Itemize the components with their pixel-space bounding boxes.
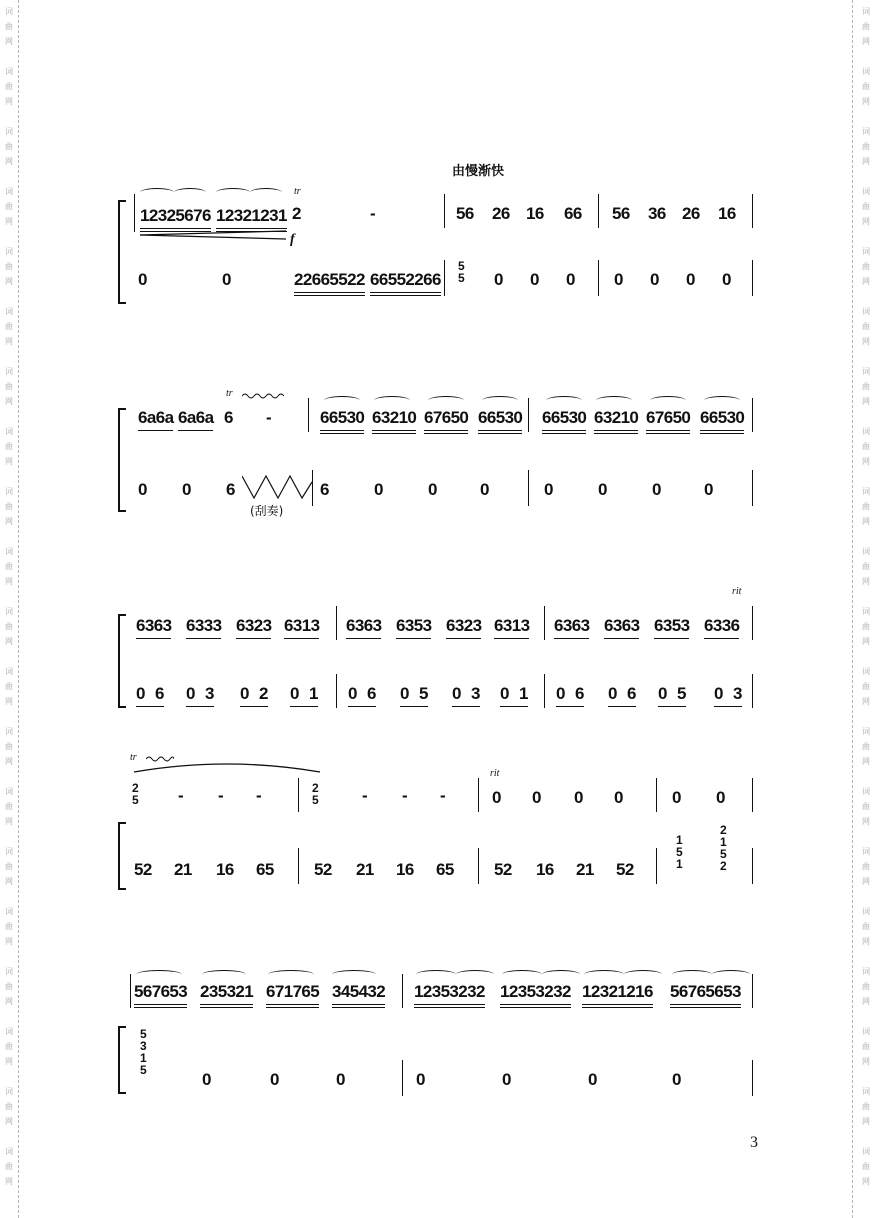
- slur: [416, 970, 456, 979]
- rest: 0: [672, 788, 681, 807]
- system-2: [118, 388, 758, 518]
- barline: [336, 674, 337, 708]
- note: 6: [226, 480, 235, 499]
- note-group: 6323: [236, 616, 272, 635]
- barline: [402, 974, 403, 1008]
- arpeggio-chord: 5 3 1 5: [140, 1027, 147, 1077]
- slur: [672, 970, 712, 979]
- rest: 0: [138, 480, 147, 499]
- note-group: 6363: [554, 616, 590, 635]
- system-brace: [118, 200, 126, 304]
- tempo-marking: 由慢渐快: [452, 164, 505, 179]
- barline: [478, 848, 479, 884]
- note-pair: 65: [256, 860, 274, 879]
- note-pair: 0 3: [452, 684, 480, 703]
- rest: 0: [652, 480, 661, 499]
- watermark-stamp: 词 曲 网: [862, 67, 870, 106]
- watermark-stamp: 词 曲 网: [5, 847, 13, 886]
- slur: [268, 970, 314, 979]
- watermark-stamp: 词 曲 网: [5, 367, 13, 406]
- barline: [130, 974, 131, 1008]
- watermark-stamp: 词 曲 网: [862, 1087, 870, 1126]
- note-group: 12353232: [414, 982, 485, 1001]
- rest: 0: [428, 480, 437, 499]
- watermark-stamp: 词 曲 网: [862, 427, 870, 466]
- barline: [752, 674, 753, 708]
- watermark-stamp: 词 曲 网: [5, 307, 13, 346]
- note-group: 6313: [494, 616, 530, 635]
- note-pair: 21: [356, 860, 374, 879]
- dash: -: [218, 786, 224, 805]
- note-pair: 0 6: [136, 684, 164, 703]
- rest: 0: [716, 788, 725, 807]
- rest: 0: [222, 270, 231, 289]
- barline: [298, 848, 299, 884]
- barline: [308, 398, 309, 432]
- note: 26: [492, 204, 510, 223]
- note-pair: 0 6: [556, 684, 584, 703]
- note-pair: 16: [396, 860, 414, 879]
- left-border: [18, 0, 19, 1218]
- slur: [502, 970, 542, 979]
- watermark-stamp: 词 曲 网: [862, 727, 870, 766]
- rest: 0: [588, 1070, 597, 1089]
- note: 26: [682, 204, 700, 223]
- watermark-stamp: 词 曲 网: [862, 967, 870, 1006]
- note-pair: 52: [134, 860, 152, 879]
- right-border: [852, 0, 853, 1218]
- note-group: 6323: [446, 616, 482, 635]
- note-pair: 52: [616, 860, 634, 879]
- watermark-stamp: 词 曲 网: [5, 247, 13, 286]
- note-pair: 21: [174, 860, 192, 879]
- note-group: 6353: [396, 616, 432, 635]
- note: 66: [564, 204, 582, 223]
- note-group: 66530: [320, 408, 365, 427]
- watermark-stamp: 词 曲 网: [862, 307, 870, 346]
- note-group: 6363: [136, 616, 172, 635]
- note-pair: 0 3: [714, 684, 742, 703]
- rest: 0: [598, 480, 607, 499]
- system-brace: [118, 614, 126, 708]
- barline: [402, 1060, 403, 1096]
- note-pair: 0 2: [240, 684, 268, 703]
- note-group: 235321: [200, 982, 254, 1001]
- note-group: 345432: [332, 982, 386, 1001]
- note-pair: 52: [314, 860, 332, 879]
- watermark-stamp: 词 曲 网: [5, 607, 13, 646]
- watermark-stamp: 词 曲 网: [5, 67, 13, 106]
- watermark-stamp: 词 曲 网: [862, 247, 870, 286]
- note-pair: 16: [216, 860, 234, 879]
- rest: 0: [566, 270, 575, 289]
- note: 56: [456, 204, 474, 223]
- barline: [598, 260, 599, 296]
- watermark-stamp: 词 曲 网: [5, 487, 13, 526]
- rest: 0: [138, 270, 147, 289]
- slur: [584, 970, 624, 979]
- barline: [752, 260, 753, 296]
- trill-mark: tr: [294, 186, 301, 197]
- note-group: 6363: [346, 616, 382, 635]
- rit-mark: rit: [732, 586, 742, 597]
- tie: [132, 758, 322, 774]
- watermark-stamp: 词 曲 网: [862, 547, 870, 586]
- rest: 0: [614, 270, 623, 289]
- rest: 0: [416, 1070, 425, 1089]
- watermark-stamp: 词 曲 网: [862, 367, 870, 406]
- barline: [752, 1060, 753, 1096]
- note-group: 63210: [372, 408, 417, 427]
- barline: [598, 194, 599, 228]
- slur: [482, 396, 518, 405]
- watermark-stamp: 词 曲 网: [5, 967, 13, 1006]
- watermark-stamp: 词 曲 网: [862, 1027, 870, 1066]
- watermark-stamp: 词 曲 网: [5, 1027, 13, 1066]
- barline: [298, 778, 299, 812]
- watermark-stamp: 词 曲 网: [862, 1147, 870, 1186]
- note-group: 6336: [704, 616, 740, 635]
- barline: [752, 974, 753, 1008]
- barline: [336, 606, 337, 640]
- note-pair: 0 5: [658, 684, 686, 703]
- slur: [332, 970, 376, 979]
- note-pair: 0 6: [608, 684, 636, 703]
- trill-mark: tr: [130, 752, 137, 763]
- note-group: 671765: [266, 982, 320, 1001]
- watermark-stamp: 词 曲 网: [862, 667, 870, 706]
- watermark-stamp: 词 曲 网: [5, 127, 13, 166]
- chord: 5 5: [458, 259, 465, 285]
- dash: -: [402, 786, 408, 805]
- rest: 0: [336, 1070, 345, 1089]
- note-group: 12321231: [216, 206, 287, 225]
- note-group: 6363: [604, 616, 640, 635]
- watermark-stamp: 词 曲 网: [5, 727, 13, 766]
- rit-mark: rit: [490, 768, 500, 779]
- note: 6: [320, 480, 329, 499]
- glissando-label: (刮奏): [250, 504, 284, 518]
- watermark-stamp: 词 曲 网: [862, 127, 870, 166]
- rest: 0: [532, 788, 541, 807]
- watermark-stamp: 词 曲 网: [5, 547, 13, 586]
- watermark-stamp: 词 曲 网: [862, 607, 870, 646]
- barline: [444, 194, 445, 228]
- rest: 0: [480, 480, 489, 499]
- rest: 0: [704, 480, 713, 499]
- note-group: 567653: [134, 982, 188, 1001]
- barline: [528, 470, 529, 506]
- note-group: 12353232: [500, 982, 571, 1001]
- slur: [374, 396, 410, 405]
- note-pair: 0 5: [400, 684, 428, 703]
- note-group: 66530: [700, 408, 745, 427]
- dash: -: [256, 786, 262, 805]
- watermark-stamp: 词 曲 网: [5, 1147, 13, 1186]
- note-group: 6333: [186, 616, 222, 635]
- barline: [752, 470, 753, 506]
- dash: -: [362, 786, 368, 805]
- watermark-stamp: 词 曲 网: [5, 427, 13, 466]
- note-pair: 21: [576, 860, 594, 879]
- note-group: 22665522: [294, 270, 365, 289]
- watermark-stamp: 词 曲 网: [862, 487, 870, 526]
- rest: 0: [182, 480, 191, 499]
- slur: [136, 970, 182, 979]
- barline: [752, 194, 753, 228]
- system-brace: [118, 822, 126, 890]
- system-3: [118, 586, 758, 710]
- rest: 0: [202, 1070, 211, 1089]
- watermark-stamp: 词 曲 网: [5, 187, 13, 226]
- slur: [250, 188, 282, 197]
- note-group: 67650: [424, 408, 469, 427]
- watermark-stamp: 词 曲 网: [862, 7, 870, 46]
- slur: [202, 970, 246, 979]
- slur: [174, 188, 206, 197]
- arpeggio-chord: 2 1 5 2: [720, 823, 727, 873]
- slur: [650, 396, 686, 405]
- barline: [134, 194, 135, 232]
- slur: [542, 970, 580, 979]
- rest: 0: [492, 788, 501, 807]
- rest: 0: [530, 270, 539, 289]
- barline: [312, 470, 313, 506]
- note: 16: [526, 204, 544, 223]
- system-brace: [118, 1026, 126, 1094]
- system-brace: [118, 408, 126, 512]
- note-pair: 52: [494, 860, 512, 879]
- slur: [712, 970, 750, 979]
- note-group: 63210: [594, 408, 639, 427]
- note-group: 66530: [478, 408, 523, 427]
- dash: -: [178, 786, 184, 805]
- note-pair: 0 1: [290, 684, 318, 703]
- barline: [656, 778, 657, 812]
- rest: 0: [544, 480, 553, 499]
- barline: [752, 848, 753, 884]
- chord: 2 5: [312, 781, 319, 807]
- note: 36: [648, 204, 666, 223]
- glissando-zigzag: [242, 472, 314, 500]
- slur: [216, 188, 250, 197]
- slur: [456, 970, 494, 979]
- note-group: 6a6a: [178, 408, 214, 427]
- system-1: [118, 180, 758, 300]
- note-group: 66552266: [370, 270, 441, 289]
- rest: 0: [650, 270, 659, 289]
- rest: 0: [494, 270, 503, 289]
- barline: [752, 778, 753, 812]
- note-group: 12321216: [582, 982, 653, 1001]
- slur: [428, 396, 464, 405]
- note-group: 56765653: [670, 982, 741, 1001]
- watermark-stamp: 词 曲 网: [5, 787, 13, 826]
- rest: 0: [374, 480, 383, 499]
- slur: [704, 396, 740, 405]
- rest: 0: [614, 788, 623, 807]
- slur: [596, 396, 632, 405]
- trill-mark: tr: [226, 388, 233, 399]
- dash: -: [370, 204, 376, 223]
- rest: 0: [722, 270, 731, 289]
- note-group: 12325676: [140, 206, 211, 225]
- system-4: [118, 752, 758, 892]
- slur: [140, 188, 174, 197]
- watermark-stamp: 词 曲 网: [5, 667, 13, 706]
- dynamic-forte: f: [290, 232, 295, 247]
- page-number: 3: [750, 1134, 758, 1151]
- barline: [752, 606, 753, 640]
- note-pair: 16: [536, 860, 554, 879]
- slur: [324, 396, 360, 405]
- note-group: 67650: [646, 408, 691, 427]
- watermark-stamp: 词 曲 网: [5, 1087, 13, 1126]
- rest: 0: [686, 270, 695, 289]
- rest: 0: [574, 788, 583, 807]
- note: 16: [718, 204, 736, 223]
- arpeggio-chord: 1 5 1: [676, 833, 683, 871]
- slur: [546, 396, 582, 405]
- barline: [544, 606, 545, 640]
- note: 56: [612, 204, 630, 223]
- watermark-stamp: 词 曲 网: [862, 907, 870, 946]
- watermark-stamp: 词 曲 网: [862, 847, 870, 886]
- note-pair: 0 1: [500, 684, 528, 703]
- hairpin: [140, 230, 286, 240]
- watermark-stamp: 词 曲 网: [862, 787, 870, 826]
- barline: [752, 398, 753, 432]
- watermark-stamp: 词 曲 网: [5, 907, 13, 946]
- note-group: 6a6a: [138, 408, 174, 427]
- barline: [528, 398, 529, 432]
- barline: [444, 260, 445, 296]
- system-5: [118, 964, 758, 1104]
- dash: -: [440, 786, 446, 805]
- note: 2: [292, 204, 301, 223]
- barline: [478, 778, 479, 812]
- rest: 0: [502, 1070, 511, 1089]
- slur: [624, 970, 662, 979]
- barline: [656, 848, 657, 884]
- barline: [544, 674, 545, 708]
- rest: 0: [270, 1070, 279, 1089]
- chord: 2 5: [132, 781, 139, 807]
- note-group: 6313: [284, 616, 320, 635]
- dash: -: [266, 408, 272, 427]
- note-pair: 65: [436, 860, 454, 879]
- watermark-stamp: 词 曲 网: [5, 7, 13, 46]
- note-group: 66530: [542, 408, 587, 427]
- note-pair: 0 3: [186, 684, 214, 703]
- note-pair: 0 6: [348, 684, 376, 703]
- note-group: 6353: [654, 616, 690, 635]
- rest: 0: [672, 1070, 681, 1089]
- trill-wave: [242, 392, 284, 400]
- note: 6: [224, 408, 233, 427]
- watermark-stamp: 词 曲 网: [862, 187, 870, 226]
